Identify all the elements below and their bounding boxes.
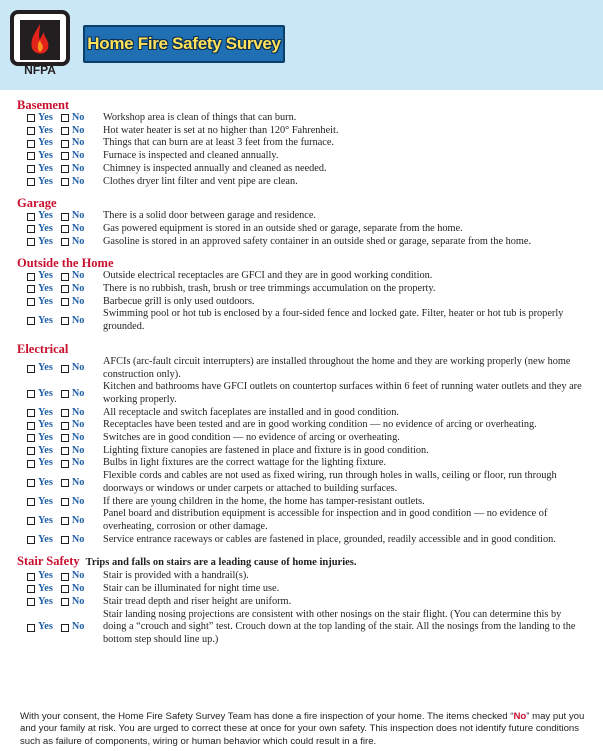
yes-option[interactable] (27, 457, 53, 470)
yes-checkbox[interactable] (27, 298, 35, 306)
item-text: Lighting fixture canopies are fastened in place and fixture is in good condition. (103, 444, 429, 456)
yes-no-options (17, 150, 103, 163)
yes-option[interactable] (27, 236, 53, 249)
yes-no-options (17, 419, 103, 432)
yes-label: Yes (38, 112, 53, 123)
no-option[interactable] (61, 270, 85, 283)
no-checkbox[interactable] (61, 317, 69, 325)
checklist-item (17, 296, 587, 309)
yes-no-options (17, 270, 103, 283)
yes-option[interactable] (27, 125, 53, 138)
yes-checkbox[interactable] (27, 273, 35, 281)
no-checkbox[interactable] (61, 114, 69, 122)
checklist-item (17, 356, 587, 381)
yes-checkbox[interactable] (27, 317, 35, 325)
no-option[interactable] (61, 457, 85, 470)
item-text: Flexible cords and cables are not used as fixed wiring, run through holes in walls, ceiling or floor, run through doorways or windows or under carpets or attached to building surfaces. (103, 470, 557, 494)
section-title-text: Basement (17, 98, 70, 112)
section-title (17, 342, 587, 356)
yes-no-options (17, 470, 103, 495)
item-text: AFCIs (arc-fault circuit interrupters) are installed throughout the home and they are working properly (new home construction only). (103, 355, 571, 380)
section-title (17, 256, 587, 270)
yes-no-options (17, 583, 103, 596)
yes-label: Yes (38, 595, 53, 607)
footer-text-after: ” may put you and your family at risk. You are urged to correct these at once for your own safety. This inspection does not identify future conditions such as failure of components, wiring or human behavior which could result in a fire. (20, 711, 585, 747)
yes-option[interactable] (27, 163, 53, 176)
no-label: No (71, 583, 85, 595)
no-label: No (71, 419, 85, 431)
no-checkbox[interactable] (61, 517, 69, 525)
section-title (17, 196, 587, 210)
no-label: No (71, 235, 85, 247)
section-title (17, 554, 587, 570)
yes-checkbox[interactable] (27, 573, 35, 581)
no-checkbox[interactable] (61, 127, 69, 135)
item-text: Receptacles have been tested and are in good working condition — no evidence of arcing or overheating. (103, 419, 537, 431)
yes-no-options (17, 356, 103, 381)
yes-checkbox[interactable] (27, 127, 35, 135)
item-text: Outside electrical receptacles are GFCI and they are in good working condition. (103, 270, 433, 282)
checklist-item (17, 457, 587, 470)
yes-option[interactable] (27, 223, 53, 236)
checklist-item (17, 210, 587, 223)
no-label: No (71, 570, 85, 582)
item-text: Panel board and distribution equipment is accessible for inspection and in good condition — no evidence of overheating, corrosion or other damage. (103, 508, 548, 532)
section-basement (17, 98, 587, 188)
checklist-item (17, 496, 587, 509)
checklist-item (17, 125, 587, 138)
no-label: No (71, 514, 85, 526)
yes-checkbox[interactable] (27, 447, 35, 455)
item-text: Service entrance raceways or cables are fastened in place, grounded, readily accessible and in good condition. (103, 533, 556, 545)
no-option[interactable] (61, 381, 85, 406)
yes-checkbox[interactable] (27, 422, 35, 430)
yes-label: Yes (38, 514, 53, 526)
no-option[interactable] (61, 176, 85, 189)
no-option[interactable] (61, 223, 85, 236)
yes-no-options (17, 125, 103, 138)
no-checkbox[interactable] (61, 238, 69, 246)
yes-no-options (17, 534, 103, 547)
item-text: Stair is provided with a handrail(s). (103, 570, 249, 582)
checklist-item (17, 407, 587, 420)
section-electrical (17, 342, 587, 547)
item-text: Stair tread depth and riser height are uniform. (103, 595, 292, 607)
section-title-text: Garage (17, 196, 57, 211)
yes-option[interactable] (27, 445, 53, 458)
no-option[interactable] (61, 163, 85, 176)
no-checkbox[interactable] (61, 460, 69, 468)
no-option[interactable] (61, 419, 85, 432)
yes-label: Yes (38, 444, 53, 456)
item-text: There is no rubbish, trash, brush or tree trimmings accumulation on the property. (103, 283, 436, 295)
item-text: If there are young children in the home, the home has tamper-resistant outlets. (103, 495, 425, 507)
no-checkbox[interactable] (61, 178, 69, 186)
no-option[interactable] (61, 534, 85, 547)
yes-label: Yes (38, 570, 53, 582)
no-label: No (71, 222, 85, 234)
no-label: No (71, 362, 85, 374)
no-option[interactable] (61, 356, 85, 381)
no-option[interactable] (61, 125, 85, 138)
no-checkbox[interactable] (61, 285, 69, 293)
no-label: No (71, 137, 85, 149)
yes-checkbox[interactable] (27, 365, 35, 373)
checklist-item (17, 150, 587, 163)
yes-option[interactable] (27, 137, 53, 150)
yes-option[interactable] (27, 508, 53, 533)
no-option[interactable] (61, 296, 85, 309)
yes-label: Yes (38, 314, 53, 326)
checklist-item (17, 163, 587, 176)
no-checkbox[interactable] (61, 298, 69, 306)
yes-label: Yes (38, 533, 53, 545)
yes-label: Yes (38, 406, 53, 418)
yes-checkbox[interactable] (27, 285, 35, 293)
yes-no-options (17, 223, 103, 236)
no-label: No (71, 476, 85, 488)
yes-option[interactable] (27, 470, 53, 495)
no-option[interactable] (61, 407, 85, 420)
checklist-item (17, 283, 587, 296)
section-title (17, 98, 587, 112)
yes-option[interactable] (27, 176, 53, 189)
yes-label: Yes (38, 621, 53, 633)
yes-no-options (17, 445, 103, 458)
yes-no-options (17, 137, 103, 150)
no-checkbox[interactable] (61, 165, 69, 173)
yes-no-options (17, 176, 103, 189)
no-checkbox[interactable] (61, 422, 69, 430)
no-label: No (71, 162, 85, 174)
yes-checkbox[interactable] (27, 409, 35, 417)
item-text: Clothes dryer lint filter and vent pipe are clean. (103, 175, 298, 187)
yes-checkbox[interactable] (27, 213, 35, 221)
yes-option[interactable] (27, 432, 53, 445)
section-outside-the-home (17, 256, 587, 334)
yes-label: Yes (38, 235, 53, 247)
no-option[interactable] (61, 508, 85, 533)
checklist-item (17, 470, 587, 495)
yes-option[interactable] (27, 381, 53, 406)
yes-no-options (17, 163, 103, 176)
yes-label: Yes (38, 362, 53, 374)
yes-checkbox[interactable] (27, 517, 35, 525)
yes-no-options (17, 609, 103, 647)
section-title-text: Outside the Home (17, 256, 114, 271)
yes-option[interactable] (27, 583, 53, 596)
checklist-item (17, 308, 587, 333)
no-checkbox[interactable] (61, 585, 69, 593)
no-option[interactable] (61, 308, 85, 333)
yes-no-options (17, 210, 103, 223)
yes-option[interactable] (27, 270, 53, 283)
yes-label: Yes (38, 210, 53, 222)
no-label: No (71, 432, 85, 444)
no-label: No (71, 124, 85, 136)
no-checkbox[interactable] (61, 447, 69, 455)
yes-label: Yes (38, 476, 53, 488)
yes-option[interactable] (27, 596, 53, 609)
no-checkbox[interactable] (61, 152, 69, 160)
checklist-item (17, 223, 587, 236)
section-title-text: Electrical (17, 341, 69, 356)
no-checkbox[interactable] (61, 479, 69, 487)
yes-label: Yes (38, 432, 53, 444)
title-box (83, 25, 285, 63)
yes-option[interactable] (27, 308, 53, 333)
yes-no-options (17, 381, 103, 406)
item-text: Barbecue grill is only used outdoors. (103, 295, 255, 307)
no-checkbox[interactable] (61, 365, 69, 373)
item-text: All receptacle and switch faceplates are installed and in good condition. (103, 406, 399, 418)
no-label: No (71, 150, 85, 162)
no-checkbox[interactable] (61, 536, 69, 544)
page-title: Home Fire Safety Survey (87, 34, 281, 53)
checklist-item (17, 596, 587, 609)
yes-checkbox[interactable] (27, 114, 35, 122)
no-option[interactable] (61, 470, 85, 495)
yes-no-options (17, 296, 103, 309)
checklist-item (17, 270, 587, 283)
no-checkbox[interactable] (61, 498, 69, 506)
no-checkbox[interactable] (61, 140, 69, 148)
yes-checkbox[interactable] (27, 225, 35, 233)
yes-label: Yes (38, 457, 53, 469)
no-checkbox[interactable] (61, 434, 69, 442)
item-text: Workshop area is clean of things that can burn. (103, 112, 297, 123)
yes-label: Yes (38, 295, 53, 307)
yes-no-options (17, 236, 103, 249)
no-label: No (71, 295, 85, 307)
yes-option[interactable] (27, 534, 53, 547)
no-label: No (71, 595, 85, 607)
checklist-item (17, 137, 587, 150)
no-option[interactable] (61, 236, 85, 249)
footer-no-word: No (513, 711, 527, 722)
item-text: Chimney is inspected annually and cleaned as needed. (103, 162, 327, 174)
yes-no-options (17, 570, 103, 583)
no-option[interactable] (61, 596, 85, 609)
checklist-item (17, 534, 587, 547)
no-label: No (71, 457, 85, 469)
nfpa-logo (10, 10, 70, 76)
section-title-text: Stair Safety (17, 554, 80, 569)
yes-checkbox[interactable] (27, 165, 35, 173)
checklist-item (17, 570, 587, 583)
section-note: Trips and falls on stairs are a leading cause of home injuries. (85, 557, 357, 569)
item-text: Stair landing nosing projections are consistent with other nosings on the stair flight. (You can determine this by doing a “crouch and sight” test. Crouch down at the top landing of the stair. All the nosings from the landing to the bottom step should line up.) (103, 608, 576, 645)
survey-content (17, 98, 587, 655)
no-label: No (71, 270, 85, 282)
logo-text: NFPA (24, 63, 56, 76)
yes-option[interactable] (27, 419, 53, 432)
no-checkbox[interactable] (61, 598, 69, 606)
yes-checkbox[interactable] (27, 460, 35, 468)
yes-option[interactable] (27, 496, 53, 509)
item-text: Gasoline is stored in an approved safety container in an outside shed or garage, separate from the home. (103, 235, 532, 247)
checklist-item (17, 445, 587, 458)
yes-label: Yes (38, 124, 53, 136)
yes-label: Yes (38, 387, 53, 399)
yes-no-options (17, 432, 103, 445)
yes-checkbox[interactable] (27, 624, 35, 632)
no-option[interactable] (61, 445, 85, 458)
yes-no-options (17, 407, 103, 420)
yes-checkbox[interactable] (27, 498, 35, 506)
yes-label: Yes (38, 270, 53, 282)
no-label: No (71, 406, 85, 418)
yes-checkbox[interactable] (27, 238, 35, 246)
item-text: Swimming pool or hot tub is enclosed by a four-sided fence and locked gate. Filter, heater or hot tub is properly grounded. (103, 308, 564, 333)
yes-no-options (17, 457, 103, 470)
no-label: No (71, 112, 85, 123)
item-text: There is a solid door between garage and residence. (103, 210, 316, 222)
no-label: No (71, 495, 85, 507)
no-label: No (71, 314, 85, 326)
yes-option[interactable] (27, 356, 53, 381)
yes-checkbox[interactable] (27, 585, 35, 593)
section-stair-safety (17, 554, 587, 646)
yes-label: Yes (38, 583, 53, 595)
yes-option[interactable] (27, 407, 53, 420)
no-checkbox[interactable] (61, 390, 69, 398)
yes-label: Yes (38, 222, 53, 234)
item-text: Things that can burn are at least 3 feet from the furnace. (103, 137, 335, 149)
no-checkbox[interactable] (61, 573, 69, 581)
no-option[interactable] (61, 432, 85, 445)
yes-option[interactable] (27, 296, 53, 309)
checklist-item (17, 583, 587, 596)
no-option[interactable] (61, 112, 85, 125)
checklist-item (17, 508, 587, 533)
header-banner (0, 0, 603, 90)
no-option[interactable] (61, 210, 85, 223)
yes-checkbox[interactable] (27, 140, 35, 148)
checklist-item (17, 112, 587, 125)
no-option[interactable] (61, 496, 85, 509)
yes-label: Yes (38, 419, 53, 431)
item-text: Gas powered equipment is stored in an outside shed or garage, separate from the home. (103, 222, 463, 234)
yes-checkbox[interactable] (27, 390, 35, 398)
no-checkbox[interactable] (61, 213, 69, 221)
no-label: No (71, 283, 85, 295)
yes-option[interactable] (27, 210, 53, 223)
item-text: Bulbs in light fixtures are the correct wattage for the lighting fixture. (103, 457, 387, 469)
no-label: No (71, 387, 85, 399)
item-text: Switches are in good condition — no evidence of arcing or overheating. (103, 432, 400, 444)
no-label: No (71, 444, 85, 456)
no-label: No (71, 175, 85, 187)
yes-no-options (17, 508, 103, 533)
yes-label: Yes (38, 495, 53, 507)
no-option[interactable] (61, 283, 85, 296)
footer-text-before: With your consent, the Home Fire Safety Survey Team has done a fire inspection of your home. The items checked “ (20, 711, 514, 722)
yes-option[interactable] (27, 570, 53, 583)
checklist-item (17, 176, 587, 189)
no-checkbox[interactable] (61, 624, 69, 632)
checklist-item (17, 609, 587, 647)
no-option[interactable] (61, 583, 85, 596)
no-option[interactable] (61, 609, 85, 647)
yes-no-options (17, 308, 103, 333)
yes-checkbox[interactable] (27, 178, 35, 186)
yes-checkbox[interactable] (27, 598, 35, 606)
yes-no-options (17, 112, 103, 125)
yes-checkbox[interactable] (27, 152, 35, 160)
yes-label: Yes (38, 150, 53, 162)
yes-checkbox[interactable] (27, 434, 35, 442)
no-checkbox[interactable] (61, 273, 69, 281)
yes-label: Yes (38, 175, 53, 187)
checklist-item (17, 432, 587, 445)
yes-option[interactable] (27, 150, 53, 163)
yes-label: Yes (38, 137, 53, 149)
item-text: Hot water heater is set at no higher than 120° Fahrenheit. (103, 124, 339, 136)
section-garage (17, 196, 587, 248)
yes-option[interactable] (27, 609, 53, 647)
yes-option[interactable] (27, 283, 53, 296)
item-text: Kitchen and bathrooms have GFCI outlets on countertop surfaces within 6 feet of running water outlets and they are working properly. (103, 381, 582, 405)
checklist-item (17, 419, 587, 432)
no-option[interactable] (61, 150, 85, 163)
no-label: No (71, 210, 85, 222)
yes-option[interactable] (27, 112, 53, 125)
consent-footer (20, 711, 590, 748)
no-option[interactable] (61, 137, 85, 150)
no-checkbox[interactable] (61, 225, 69, 233)
yes-label: Yes (38, 283, 53, 295)
item-text: Furnace is inspected and cleaned annually. (103, 150, 279, 162)
checklist-item (17, 381, 587, 406)
yes-no-options (17, 283, 103, 296)
no-option[interactable] (61, 570, 85, 583)
yes-checkbox[interactable] (27, 479, 35, 487)
no-label: No (71, 621, 85, 633)
checklist-item (17, 236, 587, 249)
item-text: Stair can be illuminated for night time use. (103, 583, 280, 595)
no-checkbox[interactable] (61, 409, 69, 417)
yes-label: Yes (38, 162, 53, 174)
yes-checkbox[interactable] (27, 536, 35, 544)
no-label: No (71, 533, 85, 545)
yes-no-options (17, 596, 103, 609)
yes-no-options (17, 496, 103, 509)
